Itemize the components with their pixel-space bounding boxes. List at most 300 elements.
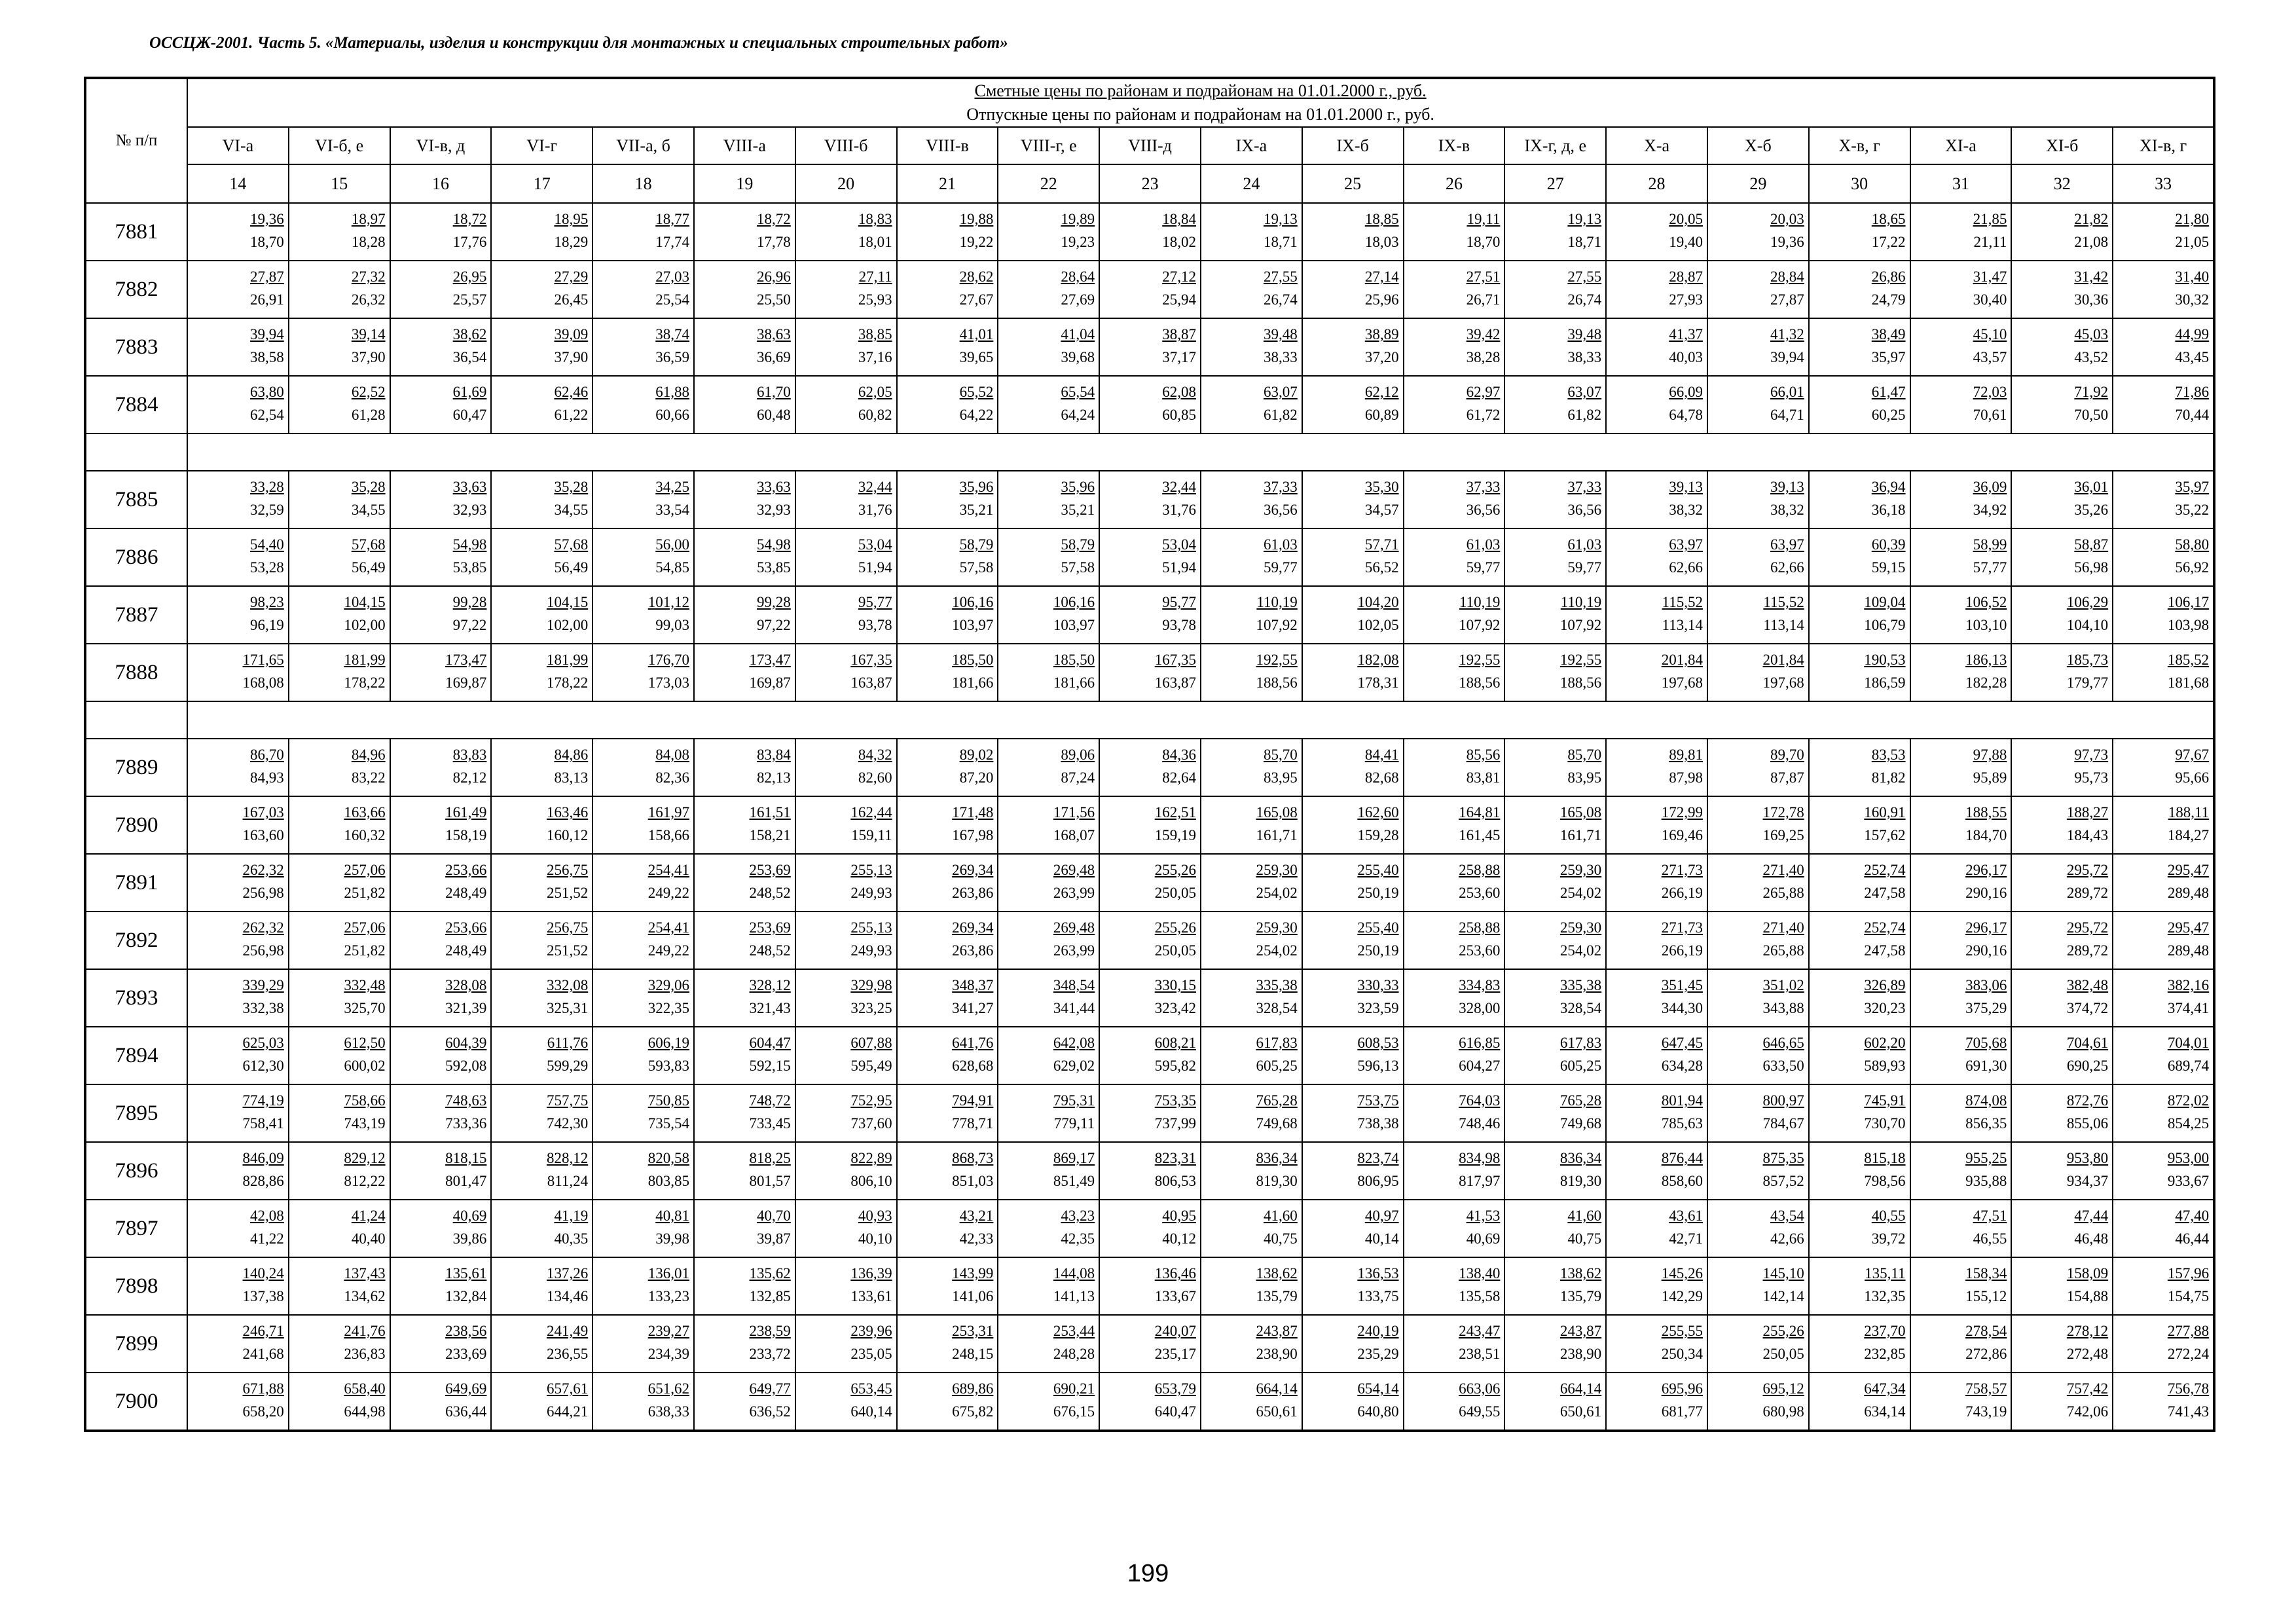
release-price: 636,52 bbox=[749, 1403, 791, 1420]
estimated-price: 295,72 bbox=[2066, 919, 2109, 936]
estimated-price: 140,24 bbox=[242, 1265, 284, 1282]
price-cell bbox=[1201, 644, 1302, 701]
price-cell bbox=[1504, 1200, 1606, 1257]
release-price: 82,12 bbox=[452, 769, 487, 786]
estimated-price: 171,65 bbox=[242, 652, 284, 668]
price-cell bbox=[694, 1257, 795, 1315]
estimated-price: 28,62 bbox=[959, 268, 994, 285]
table-row bbox=[85, 854, 2214, 912]
estimated-price: 171,56 bbox=[1053, 804, 1095, 821]
estimated-price: 801,94 bbox=[1661, 1092, 1703, 1109]
price-cell bbox=[491, 1315, 592, 1373]
release-price: 184,27 bbox=[2167, 827, 2210, 843]
table-row bbox=[85, 1373, 2214, 1431]
price-cell bbox=[897, 1200, 998, 1257]
release-price: 186,59 bbox=[1864, 674, 1906, 691]
release-price: 142,14 bbox=[1762, 1288, 1804, 1304]
release-price: 182,28 bbox=[1965, 674, 2007, 691]
price-cell bbox=[491, 1084, 592, 1142]
release-price: 27,93 bbox=[1669, 291, 1703, 308]
estimated-price: 39,09 bbox=[554, 326, 589, 342]
estimated-price: 89,81 bbox=[1669, 747, 1703, 763]
release-price: 289,48 bbox=[2167, 885, 2210, 901]
price-cell bbox=[694, 1315, 795, 1373]
estimated-price: 243,87 bbox=[1256, 1323, 1298, 1339]
estimated-price: 21,82 bbox=[2074, 211, 2109, 227]
release-price: 374,41 bbox=[2167, 1000, 2210, 1016]
estimated-price: 135,61 bbox=[445, 1265, 487, 1282]
estimated-price: 41,53 bbox=[1466, 1208, 1501, 1224]
estimated-price: 253,69 bbox=[749, 862, 791, 878]
price-cell bbox=[1404, 969, 1505, 1027]
release-price: 26,71 bbox=[1466, 291, 1501, 308]
row-number: 7885 bbox=[85, 471, 187, 528]
estimated-price: 39,48 bbox=[1264, 326, 1298, 342]
release-price: 39,94 bbox=[1770, 349, 1804, 365]
price-cell bbox=[1302, 739, 1404, 796]
estimated-price: 616,85 bbox=[1459, 1035, 1501, 1051]
release-price: 265,88 bbox=[1762, 885, 1804, 901]
release-price: 19,23 bbox=[1061, 234, 1095, 250]
release-price: 32,59 bbox=[250, 502, 284, 518]
estimated-price: 33,63 bbox=[757, 479, 791, 495]
estimated-price: 695,96 bbox=[1661, 1380, 1703, 1397]
estimated-price: 33,28 bbox=[250, 479, 284, 495]
release-price: 251,82 bbox=[344, 885, 386, 901]
price-cell bbox=[1404, 203, 1505, 261]
estimated-price: 748,63 bbox=[445, 1092, 487, 1109]
release-price: 251,52 bbox=[546, 885, 589, 901]
estimated-price: 58,79 bbox=[959, 536, 994, 553]
price-cell bbox=[1707, 969, 1809, 1027]
release-price: 749,68 bbox=[1256, 1115, 1298, 1132]
release-price: 341,27 bbox=[952, 1000, 994, 1016]
release-price: 36,56 bbox=[1264, 502, 1298, 518]
estimated-price: 40,81 bbox=[655, 1208, 689, 1224]
price-cell bbox=[897, 1315, 998, 1373]
release-price: 253,60 bbox=[1459, 885, 1501, 901]
release-price: 37,90 bbox=[351, 349, 386, 365]
price-cell bbox=[289, 318, 390, 376]
estimated-price: 38,85 bbox=[858, 326, 892, 342]
price-cell bbox=[1404, 1027, 1505, 1084]
price-cell bbox=[1404, 1373, 1505, 1431]
release-price: 375,29 bbox=[1965, 1000, 2007, 1016]
price-cell bbox=[187, 1027, 289, 1084]
district-header: VII-а, б bbox=[592, 127, 694, 164]
estimated-price: 84,86 bbox=[554, 747, 589, 763]
release-price: 113,14 bbox=[1763, 617, 1804, 633]
price-cell bbox=[694, 1200, 795, 1257]
release-price: 658,20 bbox=[242, 1403, 284, 1420]
estimated-price: 335,38 bbox=[1559, 977, 1602, 993]
estimated-price: 190,53 bbox=[1864, 652, 1906, 668]
release-price: 272,86 bbox=[1965, 1346, 2007, 1362]
release-price: 742,30 bbox=[546, 1115, 589, 1132]
table-row bbox=[85, 1315, 2214, 1373]
price-cell bbox=[390, 1257, 492, 1315]
price-cell bbox=[1707, 318, 1809, 376]
estimated-price: 21,85 bbox=[1973, 211, 2007, 227]
estimated-price: 764,03 bbox=[1459, 1092, 1501, 1109]
estimated-price: 98,23 bbox=[250, 594, 284, 610]
release-price: 40,14 bbox=[1364, 1230, 1399, 1247]
release-price: 82,13 bbox=[757, 769, 791, 786]
price-cell bbox=[897, 912, 998, 969]
estimated-price: 269,34 bbox=[952, 862, 994, 878]
release-price: 34,55 bbox=[351, 502, 386, 518]
release-price: 87,98 bbox=[1669, 769, 1703, 786]
release-price: 70,44 bbox=[2175, 407, 2210, 423]
price-cell bbox=[1404, 1142, 1505, 1200]
price-cell bbox=[998, 586, 1099, 644]
price-cell bbox=[795, 1257, 897, 1315]
price-cell bbox=[795, 1142, 897, 1200]
column-number: 18 bbox=[592, 164, 694, 203]
price-cell bbox=[2011, 1200, 2113, 1257]
release-price: 142,29 bbox=[1661, 1288, 1703, 1304]
release-price: 83,81 bbox=[1466, 769, 1501, 786]
price-cell bbox=[1404, 1257, 1505, 1315]
row-number: 7886 bbox=[85, 528, 187, 586]
release-price: 737,60 bbox=[850, 1115, 892, 1132]
release-price: 40,12 bbox=[1162, 1230, 1196, 1247]
estimated-price: 663,06 bbox=[1459, 1380, 1501, 1397]
table-row bbox=[85, 471, 2214, 528]
release-price: 43,52 bbox=[2074, 349, 2109, 365]
price-cell bbox=[1099, 318, 1201, 376]
release-price: 343,88 bbox=[1762, 1000, 1804, 1016]
estimated-price: 66,01 bbox=[1770, 384, 1804, 400]
release-price: 57,58 bbox=[1061, 559, 1095, 576]
release-price: 634,14 bbox=[1864, 1403, 1906, 1420]
district-header: VI-в, д bbox=[390, 127, 492, 164]
price-cell bbox=[289, 1200, 390, 1257]
estimated-price: 752,95 bbox=[850, 1092, 892, 1109]
release-price: 160,12 bbox=[546, 827, 589, 843]
estimated-price: 19,13 bbox=[1567, 211, 1602, 227]
release-price: 70,61 bbox=[1973, 407, 2007, 423]
release-price: 53,85 bbox=[452, 559, 487, 576]
price-cell bbox=[2011, 644, 2113, 701]
release-price: 62,66 bbox=[1669, 559, 1703, 576]
price-cell bbox=[795, 1084, 897, 1142]
price-cell bbox=[1302, 644, 1404, 701]
release-price: 99,03 bbox=[655, 617, 689, 633]
release-price: 784,67 bbox=[1762, 1115, 1804, 1132]
price-cell bbox=[1809, 912, 1910, 969]
price-cell bbox=[592, 912, 694, 969]
release-price: 18,01 bbox=[858, 234, 892, 250]
estimated-price: 99,28 bbox=[452, 594, 487, 610]
release-price: 640,47 bbox=[1154, 1403, 1196, 1420]
estimated-price: 110,19 bbox=[1256, 594, 1298, 610]
price-cell bbox=[187, 1200, 289, 1257]
price-cell bbox=[1201, 912, 1302, 969]
estimated-price: 271,40 bbox=[1762, 919, 1804, 936]
price-cell bbox=[390, 739, 492, 796]
release-price: 250,34 bbox=[1661, 1346, 1703, 1362]
district-header: VIII-б bbox=[795, 127, 897, 164]
estimated-price: 27,32 bbox=[351, 268, 386, 285]
estimated-price: 43,23 bbox=[1061, 1208, 1095, 1224]
price-cell bbox=[1910, 1315, 2012, 1373]
price-cell bbox=[694, 1084, 795, 1142]
price-cell bbox=[187, 912, 289, 969]
estimated-price: 872,02 bbox=[2167, 1092, 2210, 1109]
row-number: 7891 bbox=[85, 854, 187, 912]
estimated-price: 818,25 bbox=[749, 1150, 791, 1166]
district-header: VIII-д bbox=[1099, 127, 1201, 164]
price-cell bbox=[998, 912, 1099, 969]
release-price: 38,33 bbox=[1264, 349, 1298, 365]
price-cell bbox=[390, 644, 492, 701]
estimated-price: 756,78 bbox=[2167, 1380, 2210, 1397]
price-cell bbox=[1201, 528, 1302, 586]
price-cell bbox=[897, 1373, 998, 1431]
price-cell bbox=[592, 1027, 694, 1084]
price-cell bbox=[2113, 1142, 2214, 1200]
release-price: 21,05 bbox=[2175, 234, 2210, 250]
release-price: 248,52 bbox=[749, 885, 791, 901]
release-price: 38,28 bbox=[1466, 349, 1501, 365]
estimated-price: 649,77 bbox=[749, 1380, 791, 1397]
price-cell bbox=[1707, 854, 1809, 912]
release-price: 785,63 bbox=[1661, 1115, 1703, 1132]
row-number-header: № п/п bbox=[85, 78, 187, 203]
release-price: 748,46 bbox=[1459, 1115, 1501, 1132]
release-price: 592,15 bbox=[749, 1058, 791, 1074]
price-cell bbox=[1809, 644, 1910, 701]
release-price: 779,11 bbox=[1053, 1115, 1095, 1132]
price-cell bbox=[1404, 796, 1505, 854]
estimated-price: 40,97 bbox=[1364, 1208, 1399, 1224]
release-price: 233,69 bbox=[445, 1346, 487, 1362]
estimated-price: 65,54 bbox=[1061, 384, 1095, 400]
estimated-price: 41,01 bbox=[959, 326, 994, 342]
estimated-price: 84,36 bbox=[1162, 747, 1196, 763]
estimated-price: 137,43 bbox=[344, 1265, 386, 1282]
price-cell bbox=[1404, 854, 1505, 912]
estimated-price: 35,28 bbox=[351, 479, 386, 495]
estimated-price: 295,47 bbox=[2167, 919, 2210, 936]
estimated-price: 647,45 bbox=[1661, 1035, 1703, 1051]
release-price: 21,08 bbox=[2074, 234, 2109, 250]
release-price: 184,43 bbox=[2066, 827, 2109, 843]
estimated-price: 765,28 bbox=[1559, 1092, 1602, 1109]
estimated-price: 38,49 bbox=[1871, 326, 1906, 342]
estimated-price: 953,80 bbox=[2066, 1150, 2109, 1166]
table-row bbox=[85, 586, 2214, 644]
district-header: VIII-г, е bbox=[998, 127, 1099, 164]
estimated-price: 157,96 bbox=[2167, 1265, 2210, 1282]
price-cell bbox=[390, 376, 492, 434]
release-price: 27,87 bbox=[1770, 291, 1804, 308]
estimated-price: 61,47 bbox=[1871, 384, 1906, 400]
estimated-price: 646,65 bbox=[1762, 1035, 1804, 1051]
estimated-price: 162,51 bbox=[1154, 804, 1196, 821]
release-price: 341,44 bbox=[1053, 1000, 1095, 1016]
release-price: 593,83 bbox=[647, 1058, 689, 1074]
estimated-price: 271,73 bbox=[1661, 919, 1703, 936]
estimated-price: 41,60 bbox=[1264, 1208, 1298, 1224]
estimated-price: 54,98 bbox=[757, 536, 791, 553]
group-separator-row bbox=[85, 434, 2214, 471]
price-cell bbox=[1201, 203, 1302, 261]
release-price: 159,11 bbox=[851, 827, 892, 843]
estimated-price: 604,47 bbox=[749, 1035, 791, 1051]
estimated-price: 18,85 bbox=[1364, 211, 1399, 227]
price-cell bbox=[1504, 912, 1606, 969]
price-cell bbox=[998, 1257, 1099, 1315]
estimated-price: 27,14 bbox=[1364, 268, 1399, 285]
row-number: 7898 bbox=[85, 1257, 187, 1315]
release-price: 83,13 bbox=[554, 769, 589, 786]
release-price: 248,49 bbox=[445, 942, 487, 959]
estimated-price: 63,97 bbox=[1669, 536, 1703, 553]
price-cell bbox=[1910, 969, 2012, 1027]
price-cell bbox=[1302, 471, 1404, 528]
estimated-price: 27,03 bbox=[655, 268, 689, 285]
estimated-price: 42,08 bbox=[250, 1208, 284, 1224]
price-cell bbox=[289, 739, 390, 796]
release-price: 158,21 bbox=[749, 827, 791, 843]
price-cell bbox=[1606, 261, 1707, 318]
release-price: 133,75 bbox=[1357, 1288, 1399, 1304]
release-prices-title: Отпускные цены по районам и подрайонам на 01.01.2000 г., руб. bbox=[966, 105, 1434, 124]
estimated-price: 21,80 bbox=[2175, 211, 2210, 227]
price-cell bbox=[592, 644, 694, 701]
release-price: 806,95 bbox=[1357, 1173, 1399, 1189]
release-price: 37,17 bbox=[1162, 349, 1196, 365]
price-cell bbox=[1707, 1084, 1809, 1142]
release-price: 933,67 bbox=[2167, 1173, 2210, 1189]
price-cell bbox=[1099, 1373, 1201, 1431]
release-price: 61,82 bbox=[1264, 407, 1298, 423]
price-cell bbox=[2113, 1257, 2214, 1315]
district-header: XI-а bbox=[1910, 127, 2012, 164]
release-price: 168,08 bbox=[242, 674, 284, 691]
release-price: 168,07 bbox=[1053, 827, 1095, 843]
price-cell bbox=[1404, 912, 1505, 969]
release-price: 158,66 bbox=[647, 827, 689, 843]
release-price: 188,56 bbox=[1459, 674, 1501, 691]
estimated-price: 135,11 bbox=[1865, 1265, 1906, 1282]
estimated-price: 39,42 bbox=[1466, 326, 1501, 342]
estimated-price: 201,84 bbox=[1661, 652, 1703, 668]
release-price: 134,46 bbox=[546, 1288, 589, 1304]
table-row bbox=[85, 644, 2214, 701]
price-cell bbox=[187, 739, 289, 796]
price-cell bbox=[187, 644, 289, 701]
release-price: 605,25 bbox=[1256, 1058, 1298, 1074]
release-price: 60,25 bbox=[1871, 407, 1906, 423]
estimated-price: 172,78 bbox=[1762, 804, 1804, 821]
estimated-price: 27,12 bbox=[1162, 268, 1196, 285]
estimated-price: 56,00 bbox=[655, 536, 689, 553]
estimated-price: 262,32 bbox=[242, 862, 284, 878]
release-price: 605,25 bbox=[1559, 1058, 1602, 1074]
estimated-price: 869,17 bbox=[1053, 1150, 1095, 1166]
release-price: 30,40 bbox=[1973, 291, 2007, 308]
estimated-price: 748,72 bbox=[749, 1092, 791, 1109]
price-cell bbox=[390, 1142, 492, 1200]
release-price: 169,25 bbox=[1762, 827, 1804, 843]
estimated-price: 97,73 bbox=[2074, 747, 2109, 763]
release-price: 178,31 bbox=[1357, 674, 1399, 691]
release-price: 56,49 bbox=[351, 559, 386, 576]
release-price: 31,76 bbox=[858, 502, 892, 518]
estimated-price: 18,72 bbox=[757, 211, 791, 227]
price-cell bbox=[289, 471, 390, 528]
price-cell bbox=[694, 1027, 795, 1084]
document-header: ОССЦЖ-2001. Часть 5. «Материалы, изделия и конструкции для монтажных и специальных строительных работ» bbox=[149, 34, 1008, 52]
release-price: 53,28 bbox=[250, 559, 284, 576]
estimated-price: 39,48 bbox=[1567, 326, 1602, 342]
estimated-price: 237,70 bbox=[1864, 1323, 1906, 1339]
release-price: 56,92 bbox=[2175, 559, 2210, 576]
estimated-price: 39,13 bbox=[1770, 479, 1804, 495]
estimated-price: 34,25 bbox=[655, 479, 689, 495]
price-cell bbox=[694, 969, 795, 1027]
release-price: 254,02 bbox=[1559, 942, 1602, 959]
price-cell bbox=[390, 854, 492, 912]
release-price: 25,93 bbox=[858, 291, 892, 308]
estimated-price: 259,30 bbox=[1559, 919, 1602, 936]
price-cell bbox=[998, 644, 1099, 701]
price-cell bbox=[390, 203, 492, 261]
price-cell bbox=[694, 318, 795, 376]
estimated-price: 45,10 bbox=[1973, 326, 2007, 342]
price-cell bbox=[1099, 528, 1201, 586]
price-cell bbox=[1910, 471, 2012, 528]
estimated-price: 106,16 bbox=[1053, 594, 1095, 610]
price-cell bbox=[491, 318, 592, 376]
estimated-price: 239,96 bbox=[850, 1323, 892, 1339]
release-price: 32,93 bbox=[757, 502, 791, 518]
release-price: 636,44 bbox=[445, 1403, 487, 1420]
estimated-price: 185,73 bbox=[2066, 652, 2109, 668]
release-price: 60,82 bbox=[858, 407, 892, 423]
price-cell bbox=[694, 203, 795, 261]
price-cell bbox=[2011, 796, 2113, 854]
release-price: 263,86 bbox=[952, 942, 994, 959]
release-price: 132,85 bbox=[749, 1288, 791, 1304]
estimated-price: 38,63 bbox=[757, 326, 791, 342]
estimated-price: 868,73 bbox=[952, 1150, 994, 1166]
estimated-price: 45,03 bbox=[2074, 326, 2109, 342]
price-cell bbox=[1099, 739, 1201, 796]
price-cell bbox=[2011, 912, 2113, 969]
release-price: 266,19 bbox=[1661, 885, 1703, 901]
estimated-price: 647,34 bbox=[1864, 1380, 1906, 1397]
estimated-price: 35,97 bbox=[2175, 479, 2210, 495]
estimated-price: 690,21 bbox=[1053, 1380, 1095, 1397]
release-price: 181,66 bbox=[1053, 674, 1095, 691]
release-price: 169,87 bbox=[445, 674, 487, 691]
release-price: 321,43 bbox=[749, 1000, 791, 1016]
price-cell bbox=[187, 1315, 289, 1373]
price-cell bbox=[1707, 1200, 1809, 1257]
estimated-price: 47,51 bbox=[1973, 1208, 2007, 1224]
release-price: 26,74 bbox=[1264, 291, 1298, 308]
price-cell bbox=[1504, 854, 1606, 912]
column-number: 25 bbox=[1302, 164, 1404, 203]
estimated-price: 608,53 bbox=[1357, 1035, 1399, 1051]
price-cell bbox=[998, 739, 1099, 796]
price-cell bbox=[289, 912, 390, 969]
price-cell bbox=[592, 1257, 694, 1315]
